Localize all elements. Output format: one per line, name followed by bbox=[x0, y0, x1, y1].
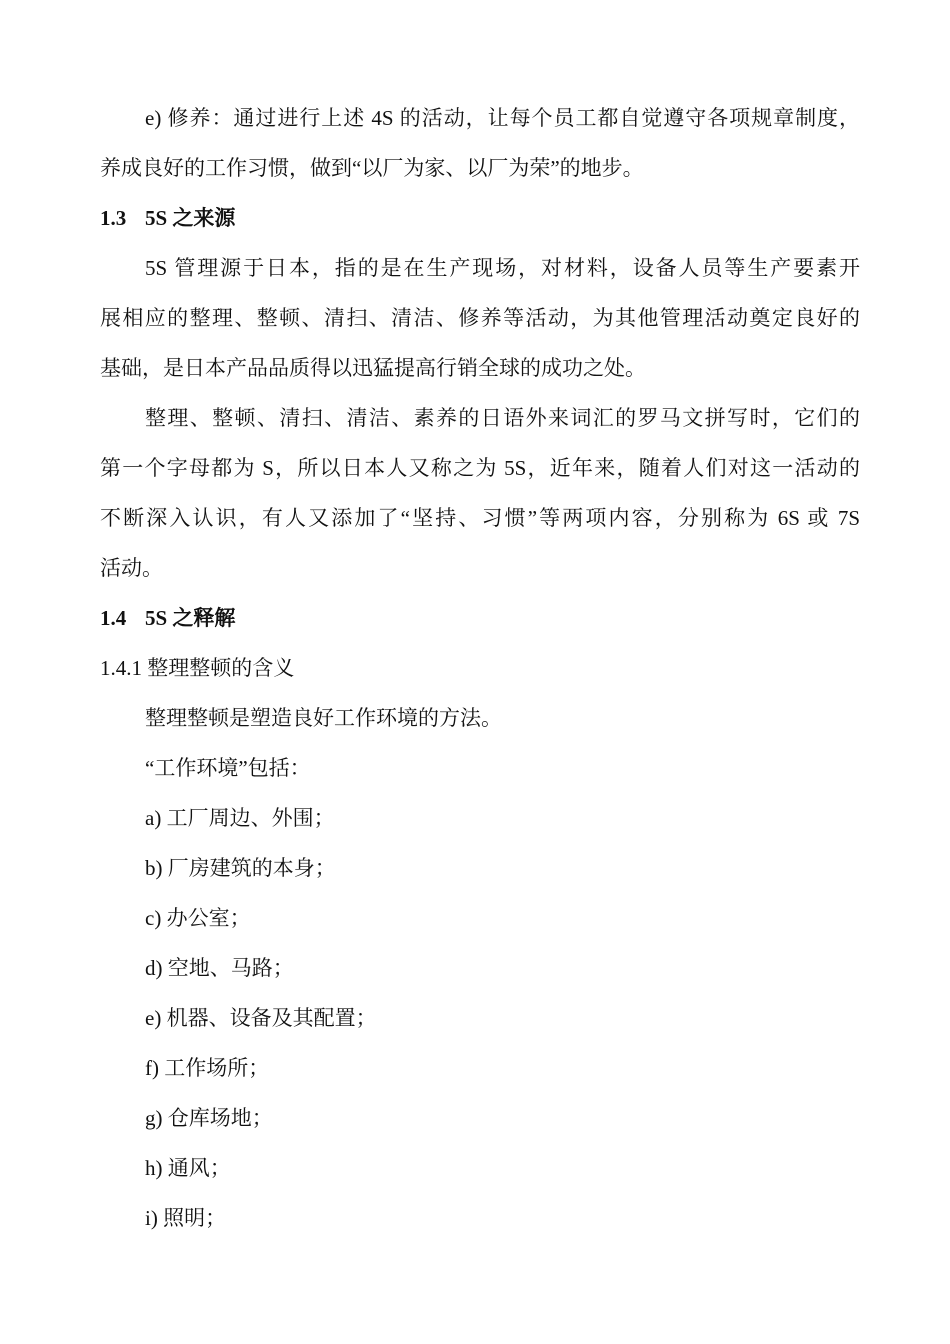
list-item: d) 空地、马路； bbox=[145, 956, 294, 980]
section-title: 5S 之来源 bbox=[145, 206, 236, 230]
paragraph-line: 基础，是日本产品品质得以迅猛提高行销全球的成功之处。 bbox=[100, 356, 646, 380]
section-heading-1-3 bbox=[100, 204, 235, 232]
paragraph-line: “工作环境”包括： bbox=[145, 756, 311, 780]
list-item: h) 通风； bbox=[145, 1156, 231, 1180]
paragraph-line: 整理、整顿、清扫、清洁、素养的日语外来词汇的罗马文拼写时，它们的 bbox=[145, 406, 860, 430]
paragraph-line: 整理整顿是塑造良好工作环境的方法。 bbox=[145, 706, 502, 730]
section-number: 1.4 bbox=[100, 606, 127, 630]
section-number: 1.3 bbox=[100, 206, 127, 230]
section-title: 5S 之释解 bbox=[145, 606, 236, 630]
paragraph-line: 展相应的整理、整顿、清扫、清洁、修养等活动，为其他管理活动奠定良好的 bbox=[100, 306, 860, 330]
list-item: g) 仓库场地； bbox=[145, 1106, 273, 1130]
list-item: f) 工作场所； bbox=[145, 1056, 270, 1080]
list-item: b) 厂房建筑的本身； bbox=[145, 856, 336, 880]
paragraph-line: 5S 管理源于日本，指的是在生产现场，对材料，设备人员等生产要素开 bbox=[145, 256, 860, 280]
list-item: i) 照明； bbox=[145, 1206, 227, 1230]
list-item: e) 机器、设备及其配置； bbox=[145, 1006, 377, 1030]
subsection-heading-1-4-1: 1.4.1 整理整顿的含义 bbox=[100, 656, 295, 680]
paragraph-line: 活动。 bbox=[100, 556, 163, 580]
paragraph-line: 养成良好的工作习惯，做到“以厂为家、以厂为荣”的地步。 bbox=[100, 156, 644, 180]
list-item: c) 办公室； bbox=[145, 906, 251, 930]
list-item: a) 工厂周边、外围； bbox=[145, 806, 335, 830]
paragraph-line: e) 修养：通过进行上述 4S 的活动，让每个员工都自觉遵守各项规章制度， bbox=[145, 106, 860, 130]
paragraph-line: 第一个字母都为 S，所以日本人又称之为 5S，近年来，随着人们对这一活动的 bbox=[100, 456, 860, 480]
section-heading-1-4 bbox=[100, 604, 235, 632]
paragraph-line: 不断深入认识，有人又添加了“坚持、习惯”等两项内容，分别称为 6S 或 7S bbox=[100, 506, 860, 530]
